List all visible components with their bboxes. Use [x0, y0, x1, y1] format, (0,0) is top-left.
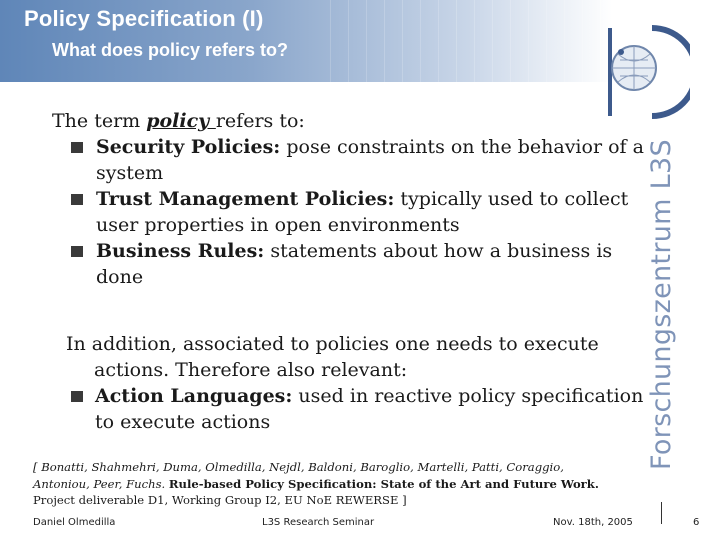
footer-page-number: 6 [693, 517, 700, 528]
bullet-text: typically used to collect user properties in open environments [96, 188, 629, 236]
action-list [66, 383, 666, 435]
bullet-text: pose constraints on the behavior of a system [96, 136, 644, 184]
slide-title: Policy Specification (I) [24, 6, 264, 31]
intro-keyword: policy [146, 110, 216, 132]
slide-subtitle: What does policy refers to? [52, 40, 289, 60]
bullet-text: used in reactive policy specification to execute actions [95, 385, 644, 433]
l3s-globe-logo-icon [590, 22, 690, 122]
square-bullet-icon [71, 142, 83, 153]
intro-line [52, 108, 662, 134]
bullet-term: Business Rules: [96, 240, 265, 262]
footer-date: Nov. 18th, 2005 [553, 517, 633, 528]
slide-footer [0, 514, 720, 534]
intro-before: The term [52, 110, 147, 132]
sidebar-institution-label: Forschungszentrum L3S [646, 139, 677, 470]
additional-paragraph [66, 331, 666, 435]
main-content [52, 108, 662, 290]
intro-after: refers to: [215, 110, 305, 132]
footer-author: Daniel Olmedilla [33, 517, 116, 528]
bullet-term: Security Policies: [96, 136, 281, 158]
reference-authors-line2: Antoniou, Peer, Fuchs. [33, 476, 169, 491]
list-item [52, 134, 662, 186]
bullet-term: Action Languages: [95, 385, 293, 407]
reference-title: Rule-based Policy Specification: State of the Art and Future Work. [168, 476, 599, 491]
list-item [52, 238, 662, 290]
reference-source: Project deliverable D1, Working Group I2, EU NoE REWERSE ] [33, 493, 407, 507]
list-item [52, 186, 662, 238]
square-bullet-icon [71, 194, 83, 205]
paragraph2-line1: In addition, associated to policies one needs to execute [66, 333, 599, 355]
reference-citation [33, 459, 673, 509]
list-item [66, 383, 666, 435]
footer-divider [661, 502, 662, 524]
paragraph2-line2: actions. Therefore also relevant: [94, 359, 408, 381]
bullet-text: statements about how a business is done [96, 240, 613, 288]
footer-seminar: L3S Research Seminar [262, 517, 375, 528]
bullet-term: Trust Management Policies: [96, 188, 395, 210]
reference-authors-line1: [ Bonatti, Shahmehri, Duma, Olmedilla, Nejdl, Baldoni, Baroglio, Martelli, Patti, Coraggio, [33, 460, 564, 474]
policy-type-list [52, 134, 662, 290]
square-bullet-icon [71, 391, 83, 402]
square-bullet-icon [71, 246, 83, 257]
